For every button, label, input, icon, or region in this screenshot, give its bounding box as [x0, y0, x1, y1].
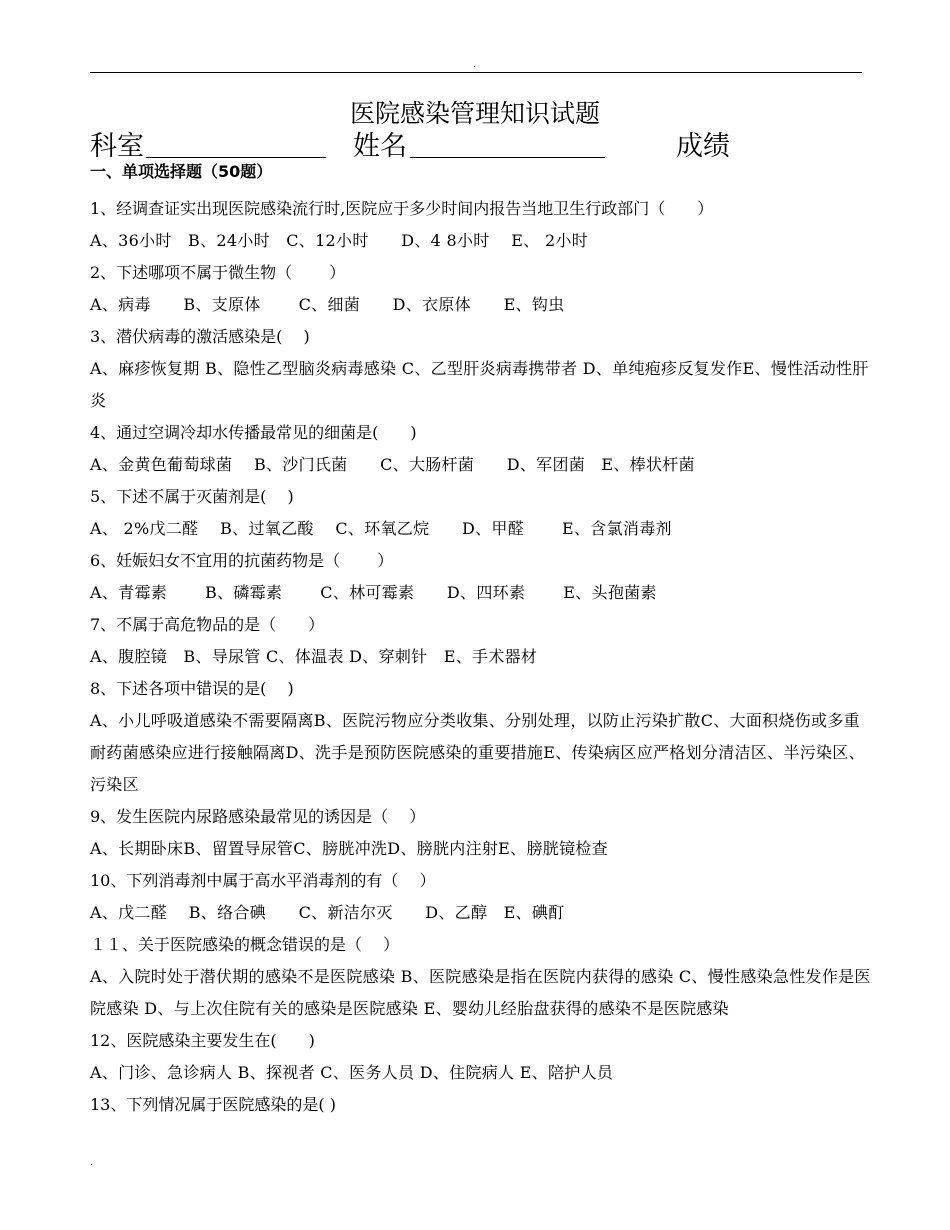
question-item	[90, 801, 874, 865]
question-text: 3、潜伏病毒的激活感染是( )	[90, 327, 310, 346]
question-text: 13、下列情况属于医院感染的是( )	[90, 1095, 336, 1114]
question-text: １１、关于医院感染的概念错误的是（ ）	[90, 935, 400, 954]
header-rule	[90, 72, 862, 73]
question-options: A、36小时 B、24小时 C、12小时 D、4 8小时 E、 2小时	[90, 231, 589, 250]
question-options: A、麻疹恢复期 B、隐性乙型脑炎病毒感染 C、乙型肝炎病毒携带者 D、单纯疱疹反复发作E、慢性活动性肝炎	[90, 359, 869, 410]
question-text: 5、下述不属于灭菌剂是( )	[90, 487, 294, 506]
question-text: 6、妊娠妇女不宜用的抗菌药物是（ ）	[90, 551, 394, 570]
name-blank[interactable]	[410, 157, 605, 158]
question-list	[90, 193, 874, 1121]
bottom-mark: .	[90, 1157, 94, 1168]
question-text: 12、医院感染主要发生在( )	[90, 1031, 315, 1050]
question-text: 9、发生医院内尿路感染最常见的诱因是（ ）	[90, 807, 426, 826]
question-options: A、 2%戊二醛 B、过氧乙酸 C、环氧乙烷 D、甲醛 E、含氯消毒剂	[90, 519, 672, 538]
question-text: 10、下列消毒剂中属于高水平消毒剂的有（ ）	[90, 871, 436, 890]
score-label: 成绩	[676, 131, 730, 162]
question-options: A、青霉素 B、磷霉素 C、林可霉素 D、四环素 E、头孢菌素	[90, 583, 657, 602]
section-title: 一、单项选择题（50题）	[90, 162, 273, 181]
question-text: 2、下述哪项不属于微生物（ ）	[90, 263, 346, 282]
name-label: 姓名	[353, 131, 407, 162]
question-item	[90, 545, 874, 609]
question-item	[90, 257, 874, 321]
question-options: A、长期卧床B、留置导尿管C、膀胱冲洗D、膀胱内注射E、膀胱镜检查	[90, 839, 608, 858]
question-item	[90, 1025, 874, 1089]
question-item	[90, 673, 874, 801]
question-text: 4、通过空调冷却水传播最常见的细菌是( )	[90, 423, 417, 442]
question-text: 7、不属于高危物品的是（ ）	[90, 615, 325, 634]
question-options: A、门诊、急诊病人 B、探视者 C、医务人员 D、住院病人 E、陪护人员	[90, 1063, 614, 1082]
question-options: A、腹腔镜 B、导尿管 C、体温表 D、穿刺针 E、手术器材	[90, 647, 538, 666]
question-item	[90, 865, 874, 929]
question-text: 1、经调查证实出现医院感染流行时,医院应于多少时间内报告当地卫生行政部门（ ）	[90, 199, 714, 218]
question-item	[90, 417, 874, 481]
page-title: 医院感染管理知识试题	[349, 99, 600, 128]
question-options: A、小儿呼吸道感染不需要隔离B、医院污物应分类收集、分别处理，以防止污染扩散C、大面积烧伤或多重耐药菌感染应进行接触隔离D、洗手是预防医院感染的重要措施E、传染病区应严格划分清洁区、半污染区、污染区	[90, 711, 865, 794]
question-item	[90, 321, 874, 417]
question-item	[90, 481, 874, 545]
department-label: 科室	[90, 131, 144, 162]
question-item	[90, 609, 874, 673]
question-options: A、病毒 B、支原体 C、细菌 D、衣原体 E、钩虫	[90, 295, 565, 314]
question-options: A、入院时处于潜伏期的感染不是医院感染 B、医院感染是指在医院内获得的感染 C、慢性感染急性发作是医院感染 D、与上次住院有关的感染是医院感染 E、婴幼儿经胎盘获得的感染不是医院感染	[90, 967, 871, 1018]
question-options: A、金黄色葡萄球菌 B、沙门氏菌 C、大肠杆菌 D、军团菌 E、棒状杆菌	[90, 455, 695, 474]
question-options: A、戊二醛 B、络合碘 C、新洁尔灭 D、乙醇 E、碘酊	[90, 903, 565, 922]
question-item	[90, 1089, 874, 1121]
question-text: 8、下述各项中错误的是( )	[90, 679, 294, 698]
question-item	[90, 193, 874, 257]
department-blank[interactable]	[146, 157, 326, 158]
top-mark: .	[473, 59, 477, 70]
question-item	[90, 929, 874, 1025]
